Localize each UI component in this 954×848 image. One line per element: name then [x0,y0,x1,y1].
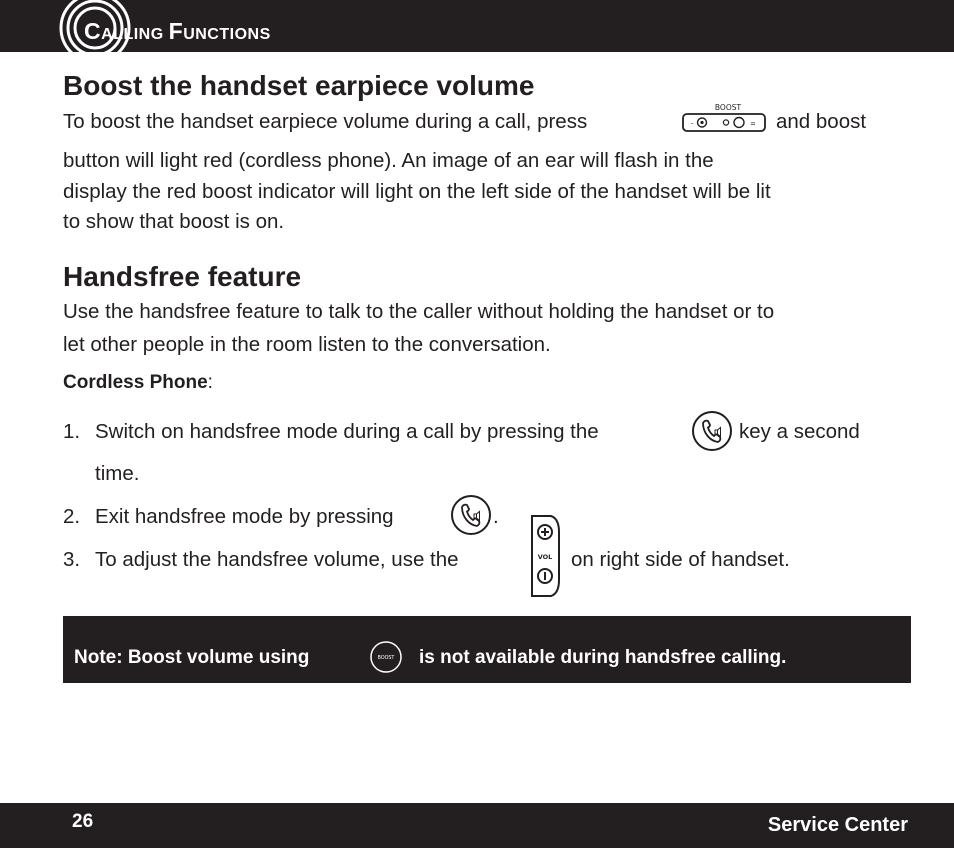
volume-rocker-icon [527,514,563,598]
step-1-text-after: key a second [739,420,860,443]
boost-heading: Boost the handset earpiece volume [63,70,535,101]
step-2-text-before: Exit handsfree mode by pressing [95,505,394,528]
svg-text:-: - [691,119,694,128]
handsfree-line-1: Use the handsfree feature to talk to the caller without holding the handset or to [63,300,775,323]
footer-section-label: Service Center [767,814,908,836]
boost-line-4: to show that boost is on. [63,210,285,233]
note-text-after: is not available during handsfree calling. [419,647,787,668]
step-3-text-after: on right side of handset. [571,548,790,571]
header-title: CALLING FUNCTIONS [84,18,271,44]
volume-label: VOL [537,553,553,561]
note-box [63,616,911,683]
step-1-text-continued: time. [95,462,140,485]
boost-line-2: button will light red (cordless phone). An image of an ear will flash in the [63,149,714,172]
handsfree-line-2: let other people in the room listen to the conversation. [63,333,551,356]
step-3-text-before: To adjust the handsfree volume, use the [95,548,459,571]
step-2-text-after: . [493,505,499,528]
step-2-number: 2. [63,505,81,528]
boost-button-label: BOOST [377,656,395,661]
handsfree-phone-icon [691,410,733,452]
step-1-number: 1. [63,420,81,443]
handsfree-phone-icon [450,494,492,536]
boost-line-3: display the red boost indicator will light on the left side of the handset will be lit [63,180,771,203]
footer-bar [0,803,954,848]
boost-line-1-before: To boost the handset earpiece volume during a call, press [63,110,588,133]
page-number: 26 [72,811,94,832]
step-1-text-before: Switch on handsfree mode during a call by pressing the [95,420,599,443]
step-3-number: 3. [63,548,81,571]
svg-text:=: = [750,120,756,128]
boost-button-icon [368,640,404,674]
note-text-before: Note: Boost volume using [74,647,310,668]
boost-line-1-after: and boost [776,110,867,133]
header-bar [0,0,954,52]
cordless-phone-subheading: Cordless Phone: [63,372,213,393]
handsfree-heading: Handsfree feature [63,261,302,292]
boost-key-label: BOOST [714,103,742,112]
boost-key-icon [680,101,768,135]
